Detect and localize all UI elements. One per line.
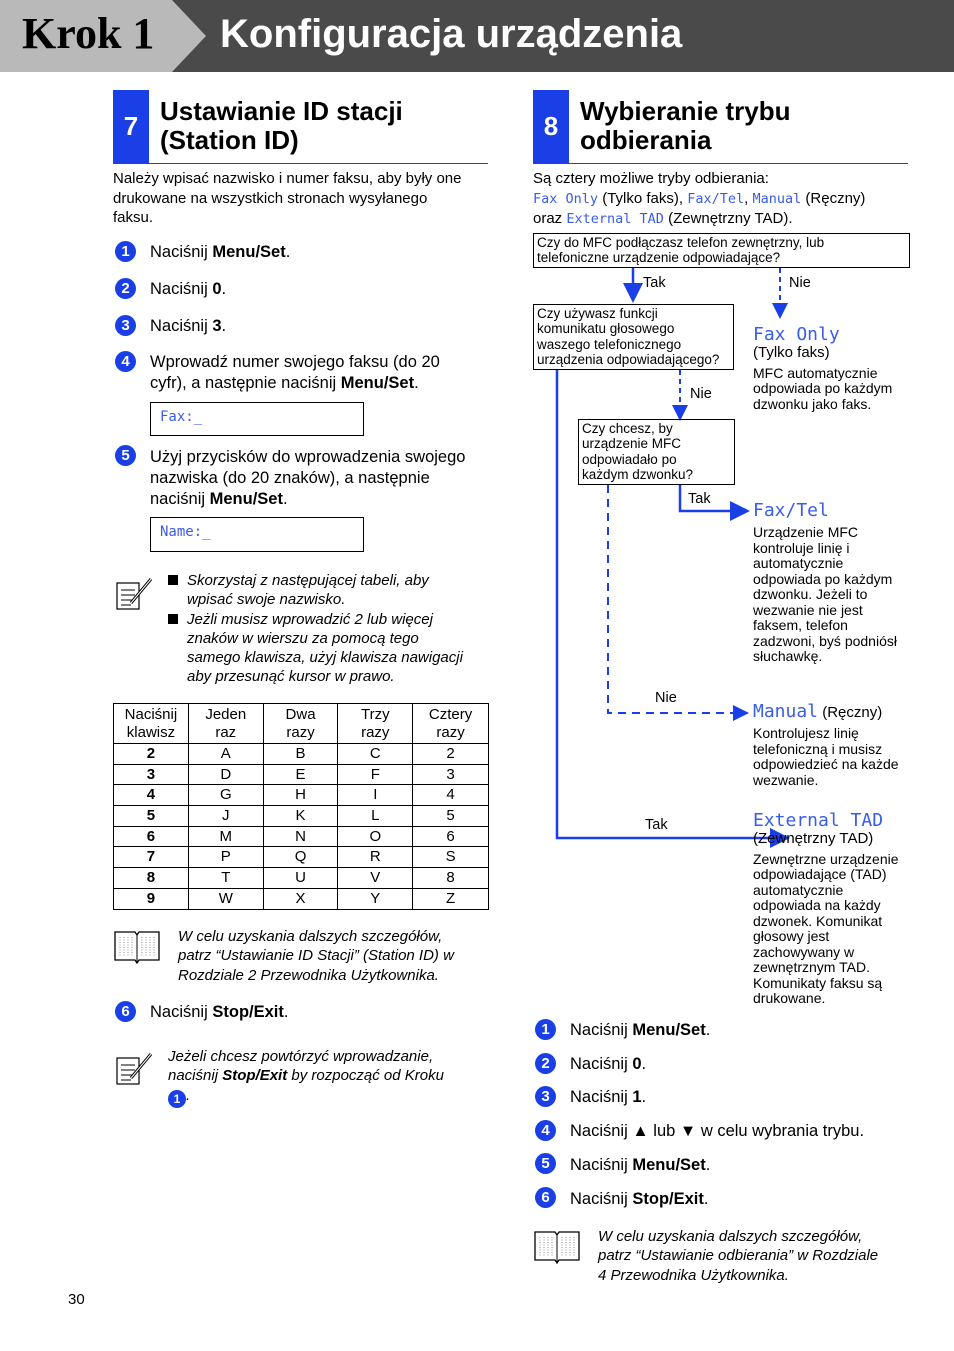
flow-label-yes: Tak	[688, 491, 711, 507]
step-text: Naciśnij 0.	[150, 280, 227, 298]
step-text: Naciśnij Stop/Exit.	[570, 1190, 709, 1208]
flow-question-1: Czy do MFC podłączasz telefon zewnętrzny, lub telefoniczne urządzenie odpowiadające?	[533, 233, 910, 268]
section7-intro: Należy wpisać nazwisko i numer faksu, aby były one drukowane na wszystkich stronach wysyłanego faksu.	[113, 170, 462, 226]
table-row: 6 M N O 6	[114, 826, 489, 847]
page-number: 30	[68, 1291, 85, 1308]
step-number: 4	[115, 351, 136, 372]
step-text: Naciśnij 0.	[570, 1055, 647, 1073]
flow-label-yes: Tak	[645, 817, 668, 833]
flow-question-3: Czy chcesz, by urządzenie MFC odpowiadało po każdym dzwonku?	[578, 419, 735, 485]
step-number: 5	[535, 1153, 556, 1174]
step-number: 4	[535, 1120, 556, 1141]
bullet-icon	[168, 575, 178, 585]
step-number: 1	[535, 1019, 556, 1040]
flow-question-2: Czy używasz funkcji komunikatu głosowego waszego telefonicznego urządzenia odpowiadającego?	[533, 304, 734, 370]
table-header: Naciśnij klawisz	[114, 704, 189, 744]
bullet-icon	[168, 614, 178, 624]
pencil-note-icon	[113, 577, 153, 613]
section7-number: 7	[113, 90, 149, 163]
arrow-down-icon: ▼	[679, 1122, 697, 1140]
section8-rule	[533, 163, 908, 164]
table-row: 2 A B C 2	[114, 744, 489, 765]
mode-fax-tel: Fax/Tel Urządzenie MFC kontroluje linię i automatycznie odpowiada po każdym dzwonku. Jeżeli to wezwanie nie jest faksem, telefon zadzwoni, byś podniósł słuchawkę.	[753, 500, 897, 664]
reference-note: W celu uzyskania dalszych szczegółów, patrz “Ustawianie odbierania” w Rozdziale 4 Przewodnika Użytkownika.	[598, 1228, 879, 1284]
table-row: 3 D E F 3	[114, 764, 489, 785]
table-header: Trzy razy	[338, 704, 413, 744]
open-book-icon	[533, 1228, 581, 1264]
step-text: Naciśnij Stop/Exit.	[150, 1003, 289, 1021]
step-text: Wprowadź numer swojego faksu (do 20 cyfr), a następnie naciśnij Menu/Set.	[150, 353, 440, 392]
restart-note: Jeżeli chcesz powtórzyć wprowadzanie, naciśnij Stop/Exit by rozpocząć od Kroku 1 .	[168, 1047, 488, 1108]
lcd-display-name: Name:_	[150, 517, 364, 552]
section8-number: 8	[533, 90, 569, 163]
mode-external-tad: External TAD (Zewnętrzny TAD) Zewnętrzne urządzenie odpowiadające (TAD) automatycznie odpowiada na każdy dzwonek. Komunikat głosowy jest zachowywany w zewnętrznym TAD. Komunikaty faksu są drukowane.	[753, 810, 899, 1006]
lcd-display-fax: Fax:_	[150, 402, 364, 436]
note-bullets: Skorzystaj z następującej tabeli, aby wpisać swoje nazwisko. Jeżli musisz wprowadzić 2 lub więcej znaków w wierszu za pomocą tego samego klawisza, użyj klawisza nawigacji aby przesunąć kursor w prawo.	[168, 571, 498, 687]
step-text: Naciśnij Menu/Set.	[570, 1021, 711, 1039]
table-row: 9 W X Y Z	[114, 888, 489, 909]
section7-rule	[113, 163, 488, 164]
step-number: 2	[535, 1053, 556, 1074]
table-row: 5 J K L 5	[114, 806, 489, 827]
mode-fax-only: Fax Only (Tylko faks) MFC automatycznie odpowiada po każdym dzwonku jako faks.	[753, 324, 893, 412]
section8-title: Wybieranie trybu odbierania	[580, 96, 791, 155]
table-header: Jeden raz	[188, 704, 263, 744]
arrow-up-icon: ▲	[632, 1122, 649, 1140]
step-number: 1	[115, 241, 136, 262]
step-text: Naciśnij ▲ lub ▼ w celu wybrania trybu.	[570, 1122, 865, 1140]
header-arrow-shape	[168, 0, 208, 72]
table-header-row	[114, 704, 489, 744]
table-row: 7 P Q R S	[114, 847, 489, 868]
section7-title: Ustawianie ID stacji (Station ID)	[160, 96, 403, 155]
header-step: Krok 1	[22, 9, 155, 58]
step-number: 6	[115, 1001, 136, 1022]
step-number: 6	[535, 1187, 556, 1208]
step-number: 5	[115, 445, 136, 466]
flow-label-no: Nie	[655, 690, 677, 706]
step-number: 3	[535, 1086, 556, 1107]
table-header: Dwa razy	[263, 704, 338, 744]
flow-label-no: Nie	[690, 386, 712, 402]
step-text: Naciśnij 1.	[570, 1088, 647, 1106]
section8-intro: Są cztery możliwe tryby odbierania: Fax Only (Tylko faks), Fax/Tel, Manual (Ręczny) oraz External TAD (Zewnętrzny TAD).	[533, 170, 866, 227]
table-row: 4 G H I 4	[114, 785, 489, 806]
step-text: Naciśnij Menu/Set.	[150, 243, 291, 261]
table-row: 8 T U V 8	[114, 868, 489, 889]
open-book-icon	[113, 928, 161, 964]
step-ref-icon: 1	[168, 1090, 186, 1108]
flow-label-yes: Tak	[643, 275, 666, 291]
mode-manual: Manual (Ręczny) Kontrolujesz linię telefoniczną i musisz odpowiedzieć na każde wezwanie.	[753, 701, 899, 788]
flow-label-no: Nie	[789, 275, 811, 291]
step-text: Naciśnij Menu/Set.	[570, 1156, 711, 1174]
step-text: Naciśnij 3.	[150, 317, 227, 335]
reference-note: W celu uzyskania dalszych szczegółów, patrz “Ustawianie ID Stacji” (Station ID) w Rozdziale 2 Przewodnika Użytkownika.	[178, 928, 454, 984]
pencil-note-icon	[113, 1052, 153, 1088]
step-text: Użyj przycisków do wprowadzenia swojego nazwiska (do 20 znaków), a następnie naciśnij Menu/Set.	[150, 448, 466, 508]
step-number: 2	[115, 278, 136, 299]
key-table	[113, 703, 489, 910]
step-number: 3	[115, 315, 136, 336]
table-header: Cztery razy	[413, 704, 489, 744]
header-title: Konfiguracja urządzenia	[220, 12, 683, 56]
